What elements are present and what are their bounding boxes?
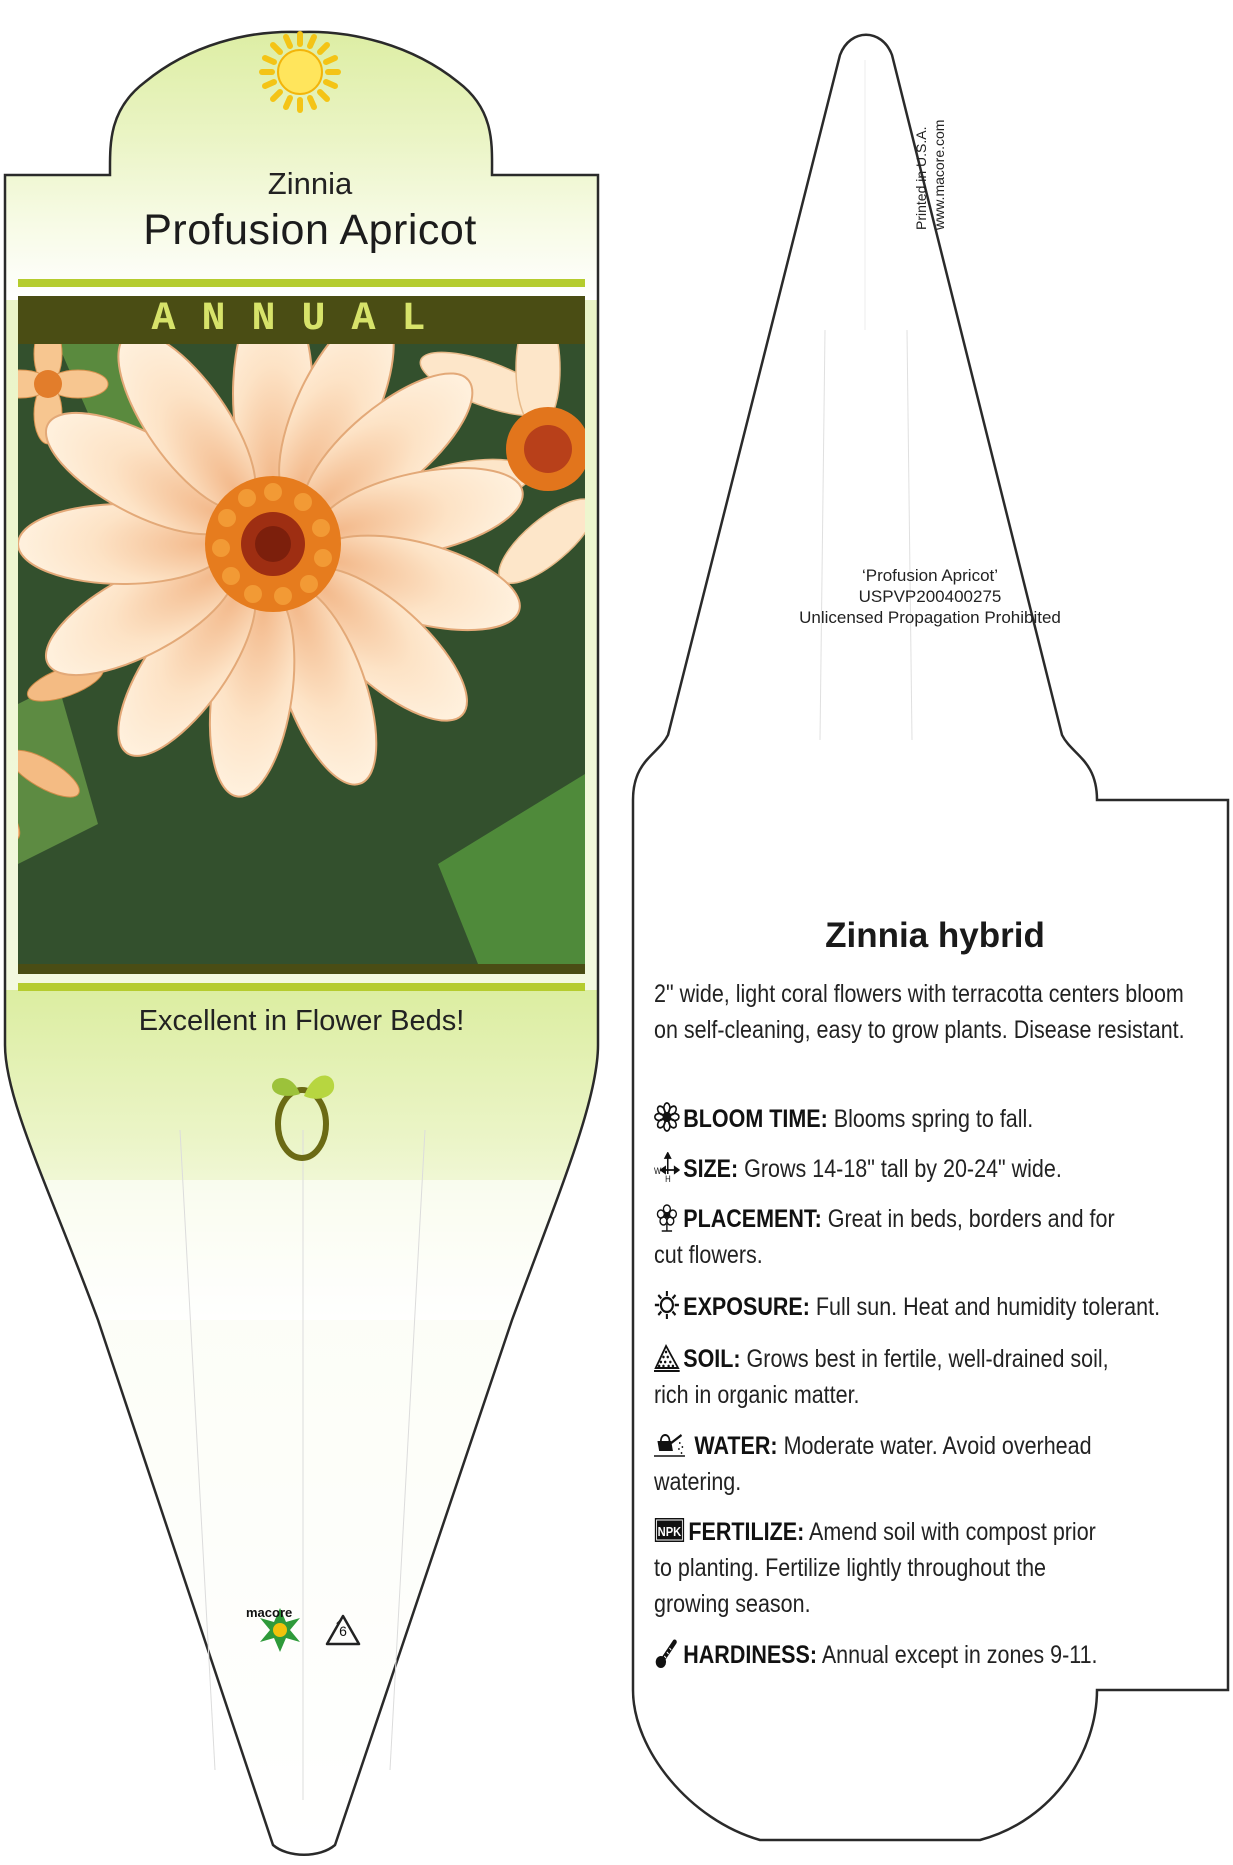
printed-in-text [912,120,948,230]
thermometer-icon [654,1638,680,1668]
soil-text: Grows best in fertile, well-drained soil, rich in organic matter. [654,1345,1109,1409]
npk-icon [654,1515,685,1545]
fertilize-row [654,1514,1118,1622]
bloom-time-label: BLOOM TIME: [683,1105,828,1133]
hardiness-row [654,1637,1204,1673]
exposure-label: EXPOSURE: [683,1293,810,1321]
variety-name: Profusion Apricot [143,206,477,254]
bloom-time-text: Blooms spring to fall. [833,1105,1034,1133]
exposure-text: Full sun. Heat and humidity tolerant. [815,1293,1161,1321]
soil-pile-icon [654,1342,680,1372]
category-label: ANNUAL [151,297,452,342]
patent-notice [730,565,1130,628]
placement-row [654,1201,1118,1273]
sun-icon [654,1290,680,1320]
flower-icon [654,1102,680,1132]
bloom-time-row [654,1101,1204,1137]
patent-number: USPVP200400275 [858,587,1002,606]
placement-flower-icon [654,1202,680,1232]
water-label: WATER: [694,1432,778,1460]
water-row [654,1428,1118,1500]
svg-text:W: W [654,1165,662,1177]
placement-text: Great in beds, borders and for cut flowers. [654,1205,1115,1269]
placement-label: PLACEMENT: [683,1205,822,1233]
soil-label: SOIL: [683,1345,741,1373]
printed-line-1: Printed in U.S.A. [913,126,929,230]
fertilize-label: FERTILIZE: [688,1518,805,1546]
genus-name: Zinnia [267,166,353,201]
watering-can-icon [654,1429,685,1459]
size-arrows-icon [654,1152,680,1182]
website: www.macore.com [931,119,947,230]
water-text: Moderate water. Avoid overhead watering. [654,1432,1092,1496]
size-text: Grows 14-18" tall by 20-24" wide. [744,1155,1062,1183]
recycle-code: 6 [339,1623,347,1639]
sun-logo-icon [262,34,338,110]
hardiness-text: Annual except in zones 9-11. [821,1641,1098,1669]
patent-variety: ‘Profusion Apricot’ [861,566,999,585]
flower-photo [18,344,585,964]
svg-text:NPK: NPK [657,1524,682,1540]
size-label: SIZE: [683,1155,739,1183]
fertilize-text: Amend soil with compost prior to planting. Fertilize lightly throughout the growing season. [654,1518,1096,1618]
size-row [654,1151,1204,1187]
brand-name: macore [246,1605,293,1620]
species-name: Zinnia hybrid [825,916,1045,955]
soil-row [654,1341,1118,1413]
svg-text:H: H [665,1173,671,1182]
tagline: Excellent in Flower Beds! [138,1005,465,1037]
patent-warning: Unlicensed Propagation Prohibited [799,608,1061,627]
exposure-row [654,1289,1204,1325]
description: 2" wide, light coral flowers with terracotta centers bloom on self-cleaning, easy to grow plants. Disease resistant. [654,980,1185,1044]
hardiness-label: HARDINESS: [683,1641,818,1669]
